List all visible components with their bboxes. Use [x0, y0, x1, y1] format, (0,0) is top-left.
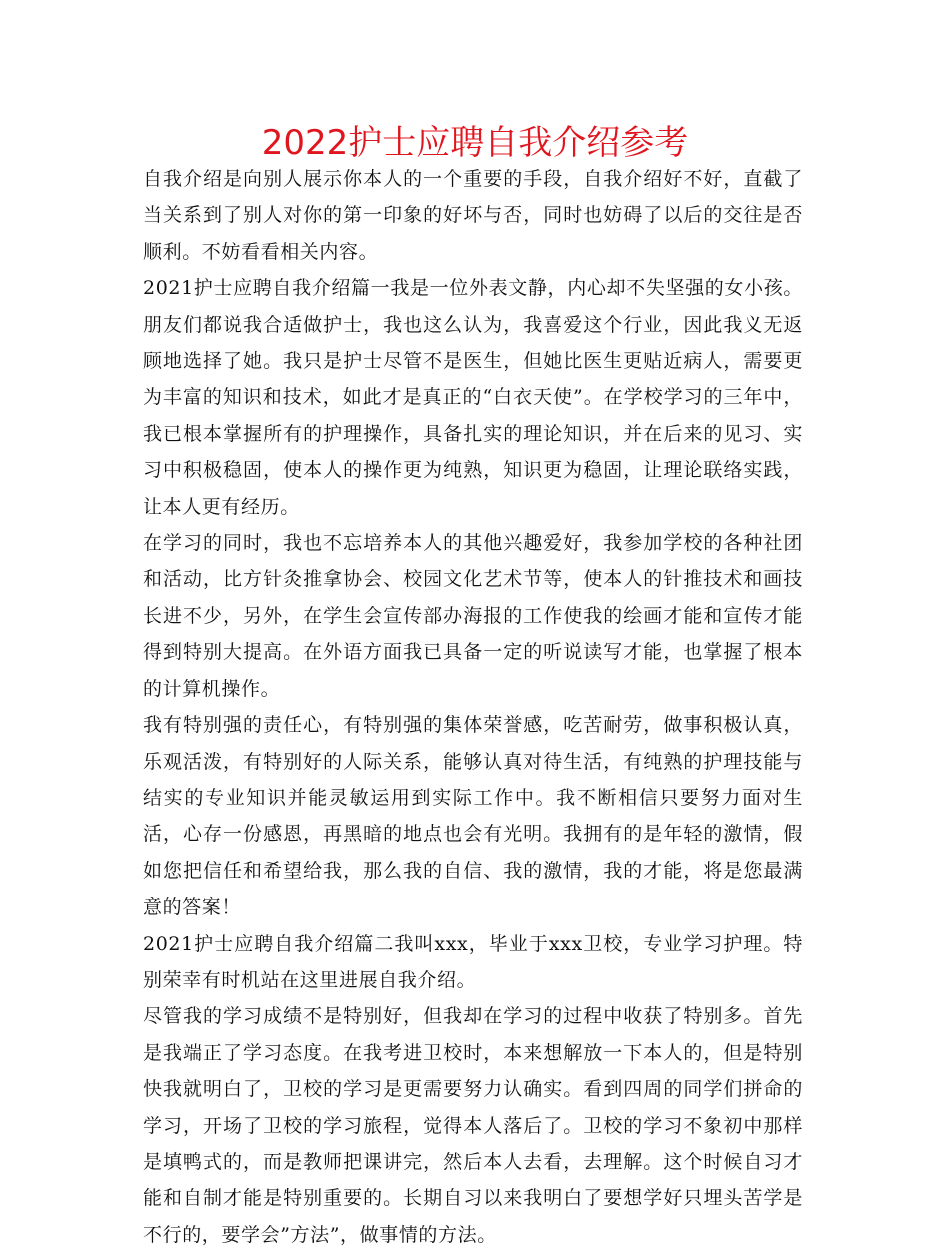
paragraph-intro: 自我介绍是向别人展示你本人的一个重要的手段，自我介绍好不好，直截了当关系到了别人对你的第一印象的好坏与否，同时也妨碍了以后的交往是否顺利。不妨看看相关内容。 — [143, 168, 803, 263]
paragraph-hobbies: 在学习的同时，我也不忘培养本人的其他兴趣爱好，我参加学校的各种社团和活动，比方针灸推拿协会、校园文化艺术节等，使本人的针推技术和画技长进不少，另外，在学生会宣传部办海报的工作使我的绘画才能和宣传才能得到特别大提高。在外语方面我已具备一定的听说读写才能，也掌握了根本的计算机操作。 — [143, 532, 803, 700]
document-title: 2022护士应聘自我介绍参考 — [261, 123, 689, 163]
paragraph-study: 尽管我的学习成绩不是特别好，但我却在学习的过程中收获了特别多。首先是我端正了学习态度。在我考进卫校时，本来想解放一下本人的，但是特别快我就明白了，卫校的学习是更需要努力认确实。看到四周的同学们拼命的学习，开场了卫校的学习旅程，觉得本人落后了。卫校的学习不象初中那样是填鸭式的，而是教师把课讲完，然后本人去看，去理解。这个时候自习才能和自制才能是特别重要的。长期自习以来我明白了要想学好只埋头苦学是不行的，要学会”方法”，做事情的方法。 — [143, 1005, 803, 1246]
document-body — [143, 161, 803, 1253]
paragraph-article-two: 2021护士应聘自我介绍篇二我叫xxx，毕业于xxx卫校，专业学习护理。特别荣幸有时机站在这里进展自我介绍。 — [143, 932, 803, 991]
paragraph-article-one: 2021护士应聘自我介绍篇一我是一位外表文静，内心却不失坚强的女小孩。朋友们都说我合适做护士，我也这么认为，我喜爱这个行业，因此我义无返顾地选择了她。我只是护士尽管不是医生，但她比医生更贴近病人，需要更为丰富的知识和技术，如此才是真正的“白衣天使”。在学校学习的三年中，我已根本掌握所有的护理操作，具备扎实的理论知识，并在后来的见习、实习中积极稳固，使本人的操作更为纯熟，知识更为稳固，让理论联络实践，让本人更有经历。 — [143, 277, 803, 518]
paragraph-character: 我有特别强的责任心，有特别强的集体荣誉感，吃苦耐劳，做事积极认真，乐观活泼，有特别好的人际关系，能够认真对待生活，有纯熟的护理技能与结实的专业知识并能灵敏运用到实际工作中。我不断相信只要努力面对生活，心存一份感恩，再黑暗的地点也会有光明。我拥有的是年轻的激情，假如您把信任和希望给我，那么我的自信、我的激情，我的才能，将是您最满意的答案！ — [143, 714, 803, 919]
